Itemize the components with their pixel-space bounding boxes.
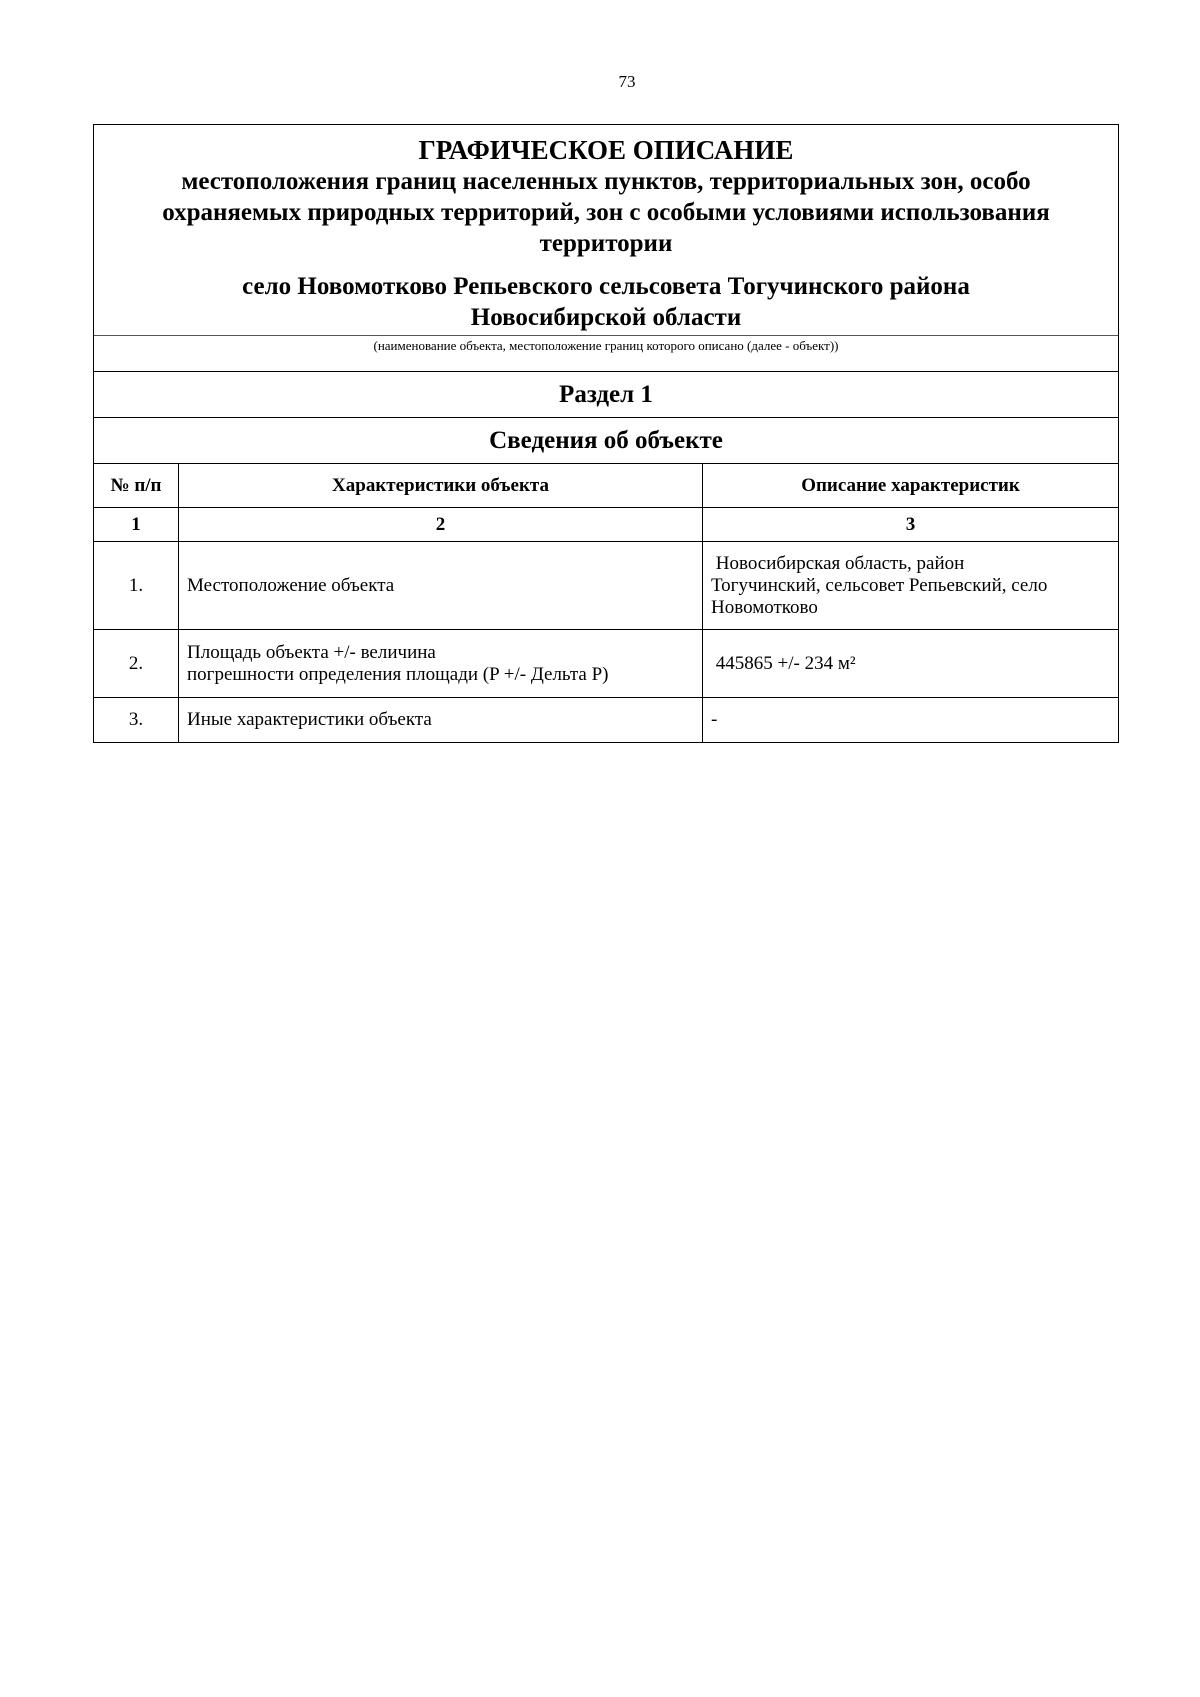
description-line: Новосибирская область, район — [711, 552, 965, 574]
object-properties-table — [94, 463, 1118, 742]
description-line: 445865 +/- 234 м² — [711, 652, 856, 674]
description-line: Новомотково — [711, 596, 818, 618]
row-description — [703, 542, 1119, 630]
table-row — [94, 542, 1118, 630]
row-description — [703, 698, 1119, 742]
characteristic-line: погрешности определения площади (P +/- Дельта P) — [187, 663, 609, 685]
column-header-characteristic: Характеристики объекта — [179, 464, 703, 508]
description-line: Тогучинский, сельсовет Репьевский, село — [711, 574, 1048, 596]
form-header — [94, 125, 1118, 335]
row-characteristic — [179, 630, 703, 698]
graphic-description-form — [93, 124, 1119, 743]
characteristic-line: Иные характеристики объекта — [187, 708, 432, 730]
section-title: Сведения об объекте — [94, 417, 1118, 463]
object-name-line: Новосибирской области — [470, 304, 742, 331]
object-name — [94, 271, 1118, 335]
subtitle-line: местоположения границ населенных пунктов, территориальных зон, особо — [181, 168, 1031, 195]
row-characteristic — [179, 542, 703, 630]
row-number: 1. — [94, 542, 179, 630]
column-index-row — [94, 508, 1118, 542]
characteristic-line: Площадь объекта +/- величина — [187, 641, 436, 663]
object-name-line: село Новомотково Репьевского сельсовета Тогучинского района — [242, 273, 970, 300]
subtitle-line: территории — [539, 230, 673, 257]
row-description — [703, 630, 1119, 698]
table-header-row — [94, 464, 1118, 508]
page-number: 73 — [618, 72, 636, 91]
column-header-number: № п/п — [94, 464, 179, 508]
row-characteristic — [179, 698, 703, 742]
row-number: 3. — [94, 698, 179, 742]
characteristic-line: Местоположение объекта — [187, 574, 395, 596]
object-caption: (наименование объекта, местоположение границ которого описано (далее - объект)) — [94, 335, 1118, 371]
column-header-description: Описание характеристик — [703, 464, 1119, 508]
document-subtitle — [94, 166, 1118, 259]
column-index: 3 — [703, 508, 1119, 542]
description-line: - — [711, 708, 718, 730]
section-number: Раздел 1 — [94, 371, 1118, 417]
subtitle-line: охраняемых природных территорий, зон с особыми условиями использования — [162, 199, 1050, 226]
column-index: 1 — [94, 508, 179, 542]
table-row — [94, 630, 1118, 698]
table-row — [94, 698, 1118, 742]
row-number: 2. — [94, 630, 179, 698]
column-index: 2 — [179, 508, 703, 542]
document-title: ГРАФИЧЕСКОЕ ОПИСАНИЕ — [418, 135, 794, 165]
